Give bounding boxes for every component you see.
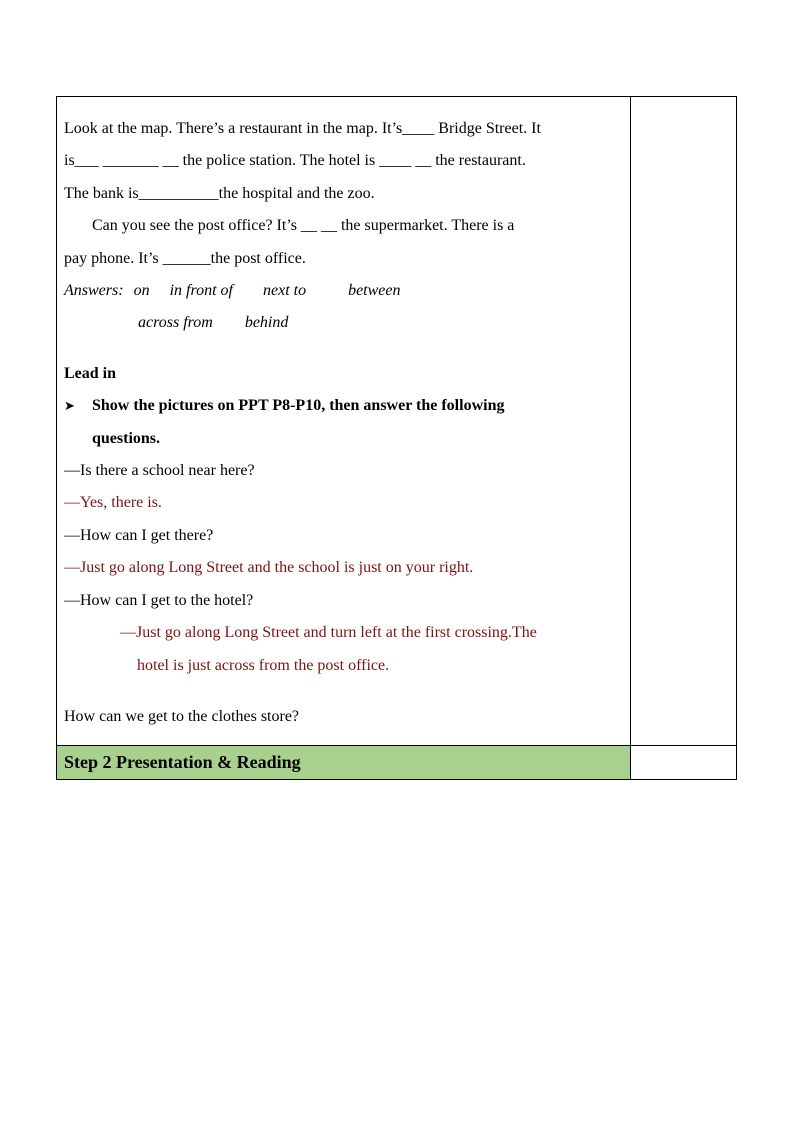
dialogue-answer-line-2: hotel is just across from the post office. [137, 656, 390, 674]
notes-cell [631, 97, 737, 746]
dialogue-answer: —Yes, there is. [64, 494, 162, 512]
exercise-line-5: pay phone. It’s ______the post office. [64, 249, 306, 267]
answer-word: behind [244, 314, 289, 332]
exercise-line-2: is___ _______ __ the police station. The hotel is ____ __ the restaurant. [64, 152, 526, 170]
bullet-text-line-1: Show the pictures on PPT P8-P10, then answer the following [92, 397, 505, 415]
answer-word: in front of [169, 282, 233, 300]
exercise-line-4: Can you see the post office? It’s __ __ the supermarket. There is a [92, 217, 515, 235]
dialogue-answer-line-1: —Just go along Long Street and turn left at the first crossing.The [120, 624, 537, 642]
dialogue-question: —How can I get there? [64, 526, 214, 544]
dialogue-question: —Is there a school near here? [64, 462, 255, 480]
answer-word: on [133, 282, 150, 300]
dialogue-answer: —Just go along Long Street and the school is just on your right. [64, 559, 474, 577]
exercise-line-3: The bank is__________the hospital and the zoo. [64, 184, 375, 202]
answers-row-2 [64, 307, 623, 339]
closing-question: How can we get to the clothes store? [64, 707, 300, 725]
step-row [57, 746, 737, 780]
spacer [64, 340, 623, 358]
activity-content-cell [57, 97, 631, 746]
answers-row-1 [64, 275, 623, 307]
bullet-text-line-2: questions. [92, 429, 161, 447]
lead-in-heading: Lead in [64, 364, 117, 382]
lesson-plan-table [56, 96, 737, 780]
dialogue-question: —How can I get to the hotel? [64, 591, 254, 609]
step-notes-cell [631, 746, 737, 780]
answer-word: between [348, 282, 401, 300]
answers-label: Answers: [64, 282, 124, 300]
spacer [64, 682, 623, 701]
step-2-heading: Step 2 Presentation & Reading [57, 746, 631, 780]
lead-in-bullet [64, 390, 623, 422]
answer-word: across from [138, 314, 213, 332]
activity-row [57, 97, 737, 746]
arrowhead-bullet-icon: ➤ [64, 398, 75, 414]
answer-word: next to [262, 282, 307, 300]
exercise-line-1: Look at the map. There’s a restaurant in the map. It’s____ Bridge Street. It [64, 120, 541, 137]
